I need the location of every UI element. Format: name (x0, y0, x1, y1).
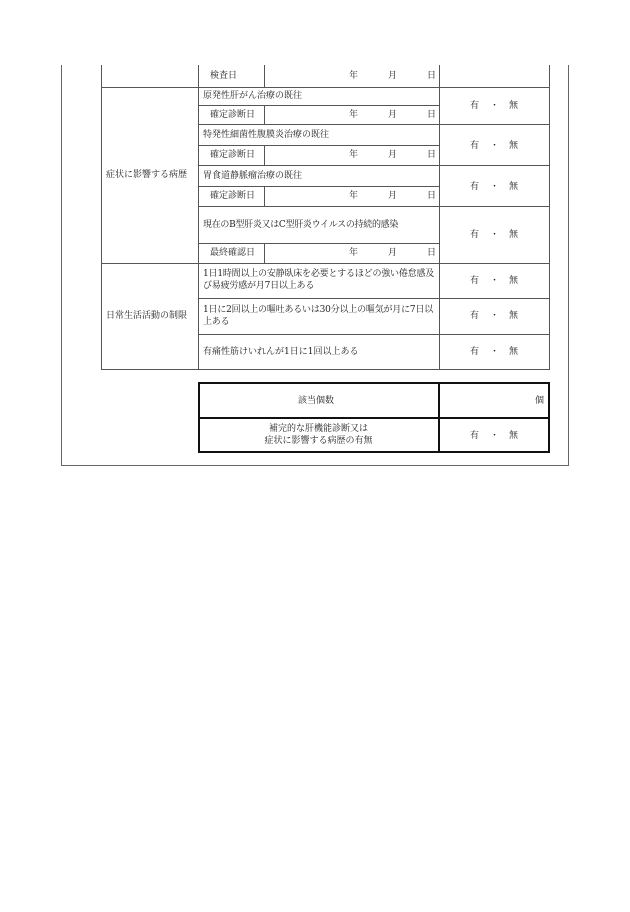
count-unit[interactable]: 個 (535, 396, 545, 406)
day-label: 日 (427, 110, 437, 120)
year-label: 年 (349, 110, 359, 120)
confirmed-date-label: 確定診断日 (210, 150, 256, 160)
hepatitis-label: 現在のB型肝炎又はC型肝炎ウイルスの持続的感染 (203, 220, 399, 230)
answer-no[interactable]: 無 (509, 182, 519, 192)
answer-yes[interactable]: 有 (470, 347, 480, 357)
answer-dot: ・ (490, 182, 500, 192)
cramps-label: 有痛性筋けいれんが1日に1回以上ある (203, 347, 359, 357)
answer-no[interactable]: 無 (509, 347, 519, 357)
answer-yes[interactable]: 有 (470, 276, 480, 286)
answer-yes[interactable]: 有 (470, 141, 480, 151)
last-confirmed-date-label: 最終確認日 (210, 248, 256, 258)
answer-yes[interactable]: 有 (470, 101, 480, 111)
count-label: 該当個数 (298, 396, 335, 406)
day-label: 日 (427, 191, 437, 201)
answer-no[interactable]: 無 (509, 431, 519, 441)
answer-no[interactable]: 無 (509, 141, 519, 151)
sbp-label: 特発性細菌性腹膜炎治療の既往 (203, 130, 330, 140)
category-medical-history: 症状に影響する病歴 (106, 170, 188, 180)
supplementary-line1: 補完的な肝機能診断又は (268, 424, 368, 434)
confirmed-date-label: 確定診断日 (210, 191, 256, 201)
answer-dot: ・ (490, 347, 500, 357)
category-daily-life: 日常生活活動の制限 (106, 311, 188, 321)
supplementary-line2: 症状に影響する病歴の有無 (264, 436, 373, 446)
month-label: 月 (388, 150, 398, 160)
answer-dot: ・ (490, 141, 500, 151)
primary-liver-cancer-label: 原発性肝がん治療の既往 (203, 91, 303, 101)
vomiting-label: 1日に2回以上の嘔吐あるいは30分以上の嘔気が月に7日以上ある (203, 305, 434, 327)
month-label: 月 (388, 110, 398, 120)
answer-yes[interactable]: 有 (470, 431, 480, 441)
answer-no[interactable]: 無 (509, 230, 519, 240)
answer-yes[interactable]: 有 (470, 182, 480, 192)
fatigue-label: 1日1時間以上の安静臥床を必要とするほどの強い倦怠感及び易疲労感が月7日以上ある (203, 269, 435, 291)
confirmed-date-label: 確定診断日 (210, 110, 256, 120)
day-label: 日 (427, 248, 437, 258)
day-label: 日 (427, 71, 437, 81)
answer-dot: ・ (490, 311, 500, 321)
answer-dot: ・ (490, 431, 500, 441)
varices-label: 胃食道静脈瘤治療の既往 (203, 171, 303, 181)
answer-no[interactable]: 無 (509, 101, 519, 111)
month-label: 月 (388, 71, 398, 81)
day-label: 日 (427, 150, 437, 160)
answer-dot: ・ (490, 230, 500, 240)
year-label: 年 (349, 191, 359, 201)
answer-yes[interactable]: 有 (470, 230, 480, 240)
answer-dot: ・ (490, 276, 500, 286)
year-label: 年 (349, 150, 359, 160)
exam-date-label: 検査日 (210, 71, 238, 81)
answer-yes[interactable]: 有 (470, 311, 480, 321)
year-label: 年 (349, 71, 359, 81)
supplementary-label (200, 423, 437, 447)
answer-no[interactable]: 無 (509, 311, 519, 321)
answer-dot: ・ (490, 101, 500, 111)
year-label: 年 (349, 248, 359, 258)
answer-no[interactable]: 無 (509, 276, 519, 286)
month-label: 月 (388, 191, 398, 201)
month-label: 月 (388, 248, 398, 258)
